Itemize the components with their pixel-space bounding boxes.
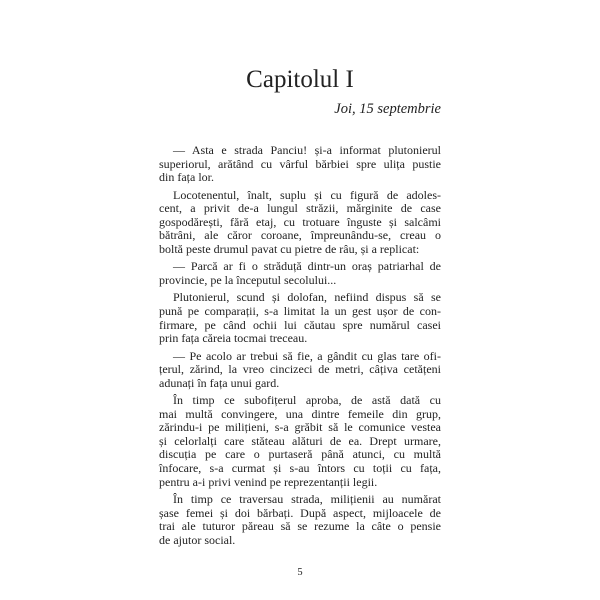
text-line: Plutonierul, scund și dolofan, nefiind dispus să se: [173, 290, 441, 305]
chapter-title: Capitolul I: [246, 66, 354, 93]
text-line: trai ale tuturor păreau să se rezume la câte o pensie: [159, 519, 441, 534]
paragraph: [159, 493, 441, 547]
text-line: și celorlalți care stăteau alături de ea. Drept urmare,: [159, 433, 441, 448]
paragraph: [159, 144, 441, 185]
paragraph: [159, 260, 441, 287]
text-line: firmare, pe când ochii lui căutau spre numărul casei: [159, 317, 441, 332]
text-line: din fața lor.: [159, 170, 214, 185]
text-line: zărindu-i pe milițieni, s-a grăbit să le comunice vestea: [159, 420, 441, 435]
text-line: de ajutor social.: [159, 532, 236, 547]
text-line: În timp ce traversau strada, milițienii au numărat: [173, 492, 441, 507]
paragraph: [159, 350, 441, 391]
text-line: pentru a-i privi venind pe reprezentanții legii.: [159, 474, 378, 489]
text-line: superiorul, arătând cu vârful bărbiei spre ulița pustie: [159, 156, 441, 171]
text-line: gospodărești, fără etaj, cu trotuare înguste și salcâmi: [159, 214, 441, 229]
chapter-date: Joi, 15 septembrie: [334, 101, 441, 117]
text-line: În timp ce subofițerul aproba, de astă dată cu: [173, 393, 441, 408]
text-line: adunați în fața unui gard.: [159, 375, 280, 390]
text-line: boltă peste drumul pavat cu pietre de râu, și a replicat:: [159, 241, 420, 256]
text-line: șase femei și doi bărbați. După aspect, mijloacele de: [159, 505, 441, 520]
text-line: discuția pe care o purtaseră până atunci, cu multă: [159, 447, 441, 462]
text-line: prin fața căreia tocmai treceau.: [159, 331, 308, 346]
paragraph: [159, 189, 441, 257]
text-line: — Pe acolo ar trebui să fie, a gândit cu glas tare ofi-: [173, 348, 441, 363]
text-line: înfocare, s-a curmat și s-au întors cu toții cu fața,: [159, 461, 441, 476]
text-line: țerul, zărind, la vreo cincizeci de metri, câțiva cetățeni: [159, 362, 441, 377]
body-text: [159, 144, 441, 547]
paragraph: [159, 291, 441, 345]
text-line: — Asta e strada Panciu! și-a informat plutonierul: [173, 143, 441, 157]
text-line: Locotenentul, înalt, suplu și cu figură de adoles-: [173, 187, 441, 202]
text-line: — Parcă ar fi o străduță dintr-un oraș patriarhal de: [173, 259, 441, 274]
text-line: mai multă convingere, una dintre femeile din grup,: [159, 406, 441, 421]
paragraph: [159, 394, 441, 489]
text-line: provincie, pe la începutul secolului...: [159, 272, 337, 287]
page-number: 5: [297, 567, 303, 578]
text-line: bătrâni, ale căror coroane, împreunându-se, creau o: [159, 228, 441, 243]
text-line: cent, a privit de-a lungul străzii, mărginite de case: [159, 201, 441, 216]
text-line: pună pe comparații, s-a limitat la un gest ușor de con-: [159, 304, 441, 319]
